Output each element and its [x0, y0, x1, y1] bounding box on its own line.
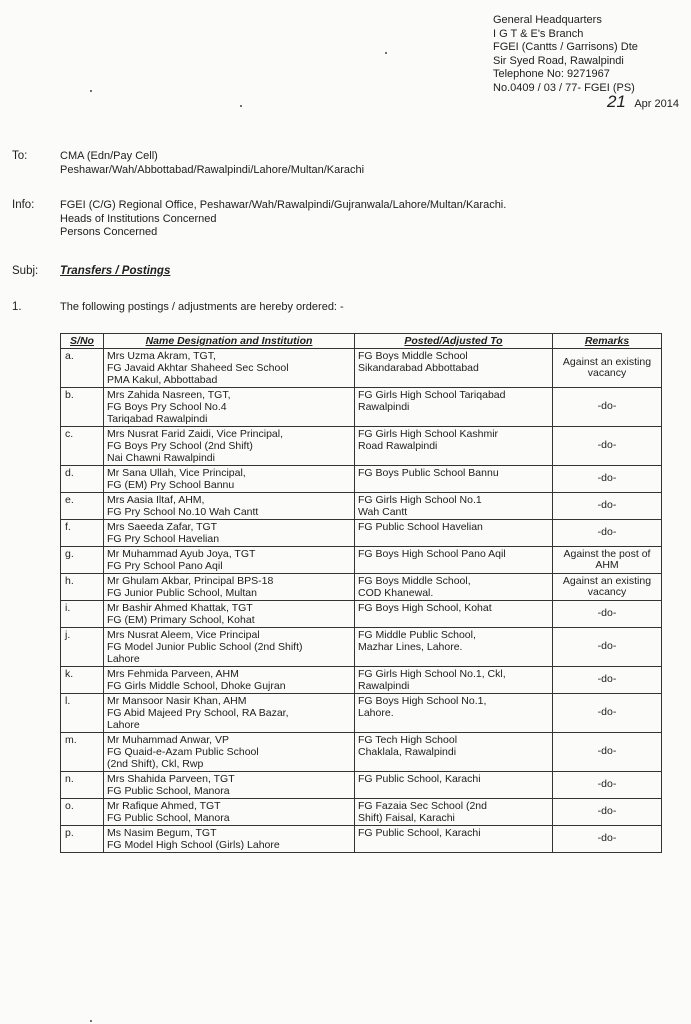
name-line: Mrs Nusrat Farid Zaidi, Vice Principal, — [107, 428, 284, 440]
row-name-designation-institution — [104, 574, 355, 601]
table-row — [61, 694, 662, 733]
posted-line: Road Rawalpindi — [358, 440, 438, 452]
table-row — [61, 667, 662, 694]
row-remarks: Against an existing vacancy — [553, 349, 662, 388]
row-serial-number: i. — [61, 601, 104, 628]
table-row — [61, 772, 662, 799]
info-line: Heads of Institutions Concerned — [60, 212, 217, 225]
column-header-posted: Posted/Adjusted To — [355, 334, 553, 349]
posted-line: FG Public School, Karachi — [358, 773, 481, 785]
posted-line: FG Boys High School, Kohat — [358, 602, 492, 614]
name-line: Mrs Aasia Iltaf, AHM, — [107, 494, 205, 506]
posted-line: Lahore. — [358, 707, 394, 719]
row-remarks: -do- — [553, 628, 662, 667]
column-header-remarks: Remarks — [553, 334, 662, 349]
row-serial-number: c. — [61, 427, 104, 466]
table-row — [61, 826, 662, 853]
posted-line: FG Boys High School No.1, — [358, 695, 487, 707]
name-line: Mrs Shahida Parveen, TGT — [107, 773, 235, 785]
name-line: Mr Ghulam Akbar, Principal BPS-18 — [107, 575, 274, 587]
name-line: (2nd Shift), Ckl, Rwp — [107, 758, 204, 770]
name-line: FG Model High School (Girls) Lahore — [107, 839, 280, 851]
row-name-designation-institution — [104, 466, 355, 493]
row-remarks: -do- — [553, 772, 662, 799]
name-line: FG (EM) Primary School, Kohat — [107, 614, 255, 626]
date-month-year: Apr 2014 — [634, 98, 679, 110]
row-remarks: -do- — [553, 388, 662, 427]
row-posted-to — [355, 799, 553, 826]
row-name-designation-institution — [104, 388, 355, 427]
row-serial-number: p. — [61, 826, 104, 853]
row-name-designation-institution — [104, 520, 355, 547]
posted-line: FG Boys Middle School — [358, 350, 468, 362]
row-name-designation-institution — [104, 493, 355, 520]
name-line: Mrs Uzma Akram, TGT, — [107, 350, 216, 362]
posted-line: FG Middle Public School, — [358, 629, 476, 641]
subject-label: Subj: — [12, 265, 39, 277]
posted-line: Mazhar Lines, Lahore. — [358, 641, 463, 653]
row-remarks: -do- — [553, 466, 662, 493]
name-line: Mr Rafique Ahmed, TGT — [107, 800, 221, 812]
table-row — [61, 427, 662, 466]
posted-line: FG Girls High School No.1 — [358, 494, 482, 506]
row-remarks: -do- — [553, 733, 662, 772]
posted-line: FG Boys High School Pano Aqil — [358, 548, 506, 560]
row-remarks: Against an existing vacancy — [553, 574, 662, 601]
name-line: Mr Muhammad Anwar, VP — [107, 734, 229, 746]
row-posted-to — [355, 547, 553, 574]
name-line: FG Boys Pry School (2nd Shift) — [107, 440, 253, 452]
paragraph-number: 1. — [12, 301, 22, 313]
row-name-designation-institution — [104, 799, 355, 826]
row-name-designation-institution — [104, 427, 355, 466]
row-posted-to — [355, 733, 553, 772]
letter-date — [493, 92, 683, 112]
name-line: Mrs Fehmida Parveen, AHM — [107, 668, 239, 680]
row-posted-to — [355, 520, 553, 547]
posted-line: FG Girls High School No.1, Ckl, — [358, 668, 506, 680]
posted-line: Rawalpindi — [358, 401, 410, 413]
posted-line: FG Tech High School — [358, 734, 458, 746]
row-name-designation-institution — [104, 667, 355, 694]
row-serial-number: o. — [61, 799, 104, 826]
row-name-designation-institution — [104, 694, 355, 733]
postings-table — [60, 333, 662, 853]
name-line: Tariqabad Rawalpindi — [107, 413, 208, 425]
name-line: PMA Kakul, Abbottabad — [107, 374, 218, 386]
reference-number: No.0409 / 03 / 77- FGEI (PS) — [493, 81, 635, 94]
table-row — [61, 628, 662, 667]
table-row — [61, 733, 662, 772]
info-line: FGEI (C/G) Regional Office, Peshawar/Wah/Rawalpindi/Gujranwala/Lahore/Multan/Karachi. — [60, 199, 507, 211]
row-posted-to — [355, 388, 553, 427]
row-remarks: Against the post of AHM — [553, 547, 662, 574]
row-remarks: -do- — [553, 493, 662, 520]
table-row — [61, 520, 662, 547]
name-line: Mr Muhammad Ayub Joya, TGT — [107, 548, 256, 560]
posted-line: FG Fazaia Sec School (2nd — [358, 800, 487, 812]
name-line: Lahore — [107, 653, 140, 665]
letterhead-line: Telephone No: 9271967 — [493, 68, 610, 80]
row-serial-number: b. — [61, 388, 104, 427]
row-serial-number: e. — [61, 493, 104, 520]
row-posted-to — [355, 574, 553, 601]
row-name-designation-institution — [104, 826, 355, 853]
posted-line: Shift) Faisal, Karachi — [358, 812, 455, 824]
name-line: Mr Sana Ullah, Vice Principal, — [107, 467, 246, 479]
table-row — [61, 601, 662, 628]
scan-speck — [240, 105, 242, 107]
posted-line: FG Public School, Karachi — [358, 827, 481, 839]
name-line: Nai Chawni Rawalpindi — [107, 452, 215, 464]
name-line: FG Pry School Havelian — [107, 533, 220, 545]
row-name-designation-institution — [104, 628, 355, 667]
name-line: FG Girls Middle School, Dhoke Gujran — [107, 680, 286, 692]
table-row — [61, 349, 662, 388]
to-line: Peshawar/Wah/Abbottabad/Rawalpindi/Lahore/Multan/Karachi — [60, 163, 365, 176]
name-line: FG Junior Public School, Multan — [107, 587, 257, 599]
row-posted-to — [355, 601, 553, 628]
row-posted-to — [355, 694, 553, 733]
info-addressees — [60, 199, 506, 240]
table-row — [61, 574, 662, 601]
table-row — [61, 547, 662, 574]
subject-text: Transfers / Postings — [60, 265, 171, 277]
table-row — [61, 799, 662, 826]
row-remarks: -do- — [553, 799, 662, 826]
row-posted-to — [355, 427, 553, 466]
letterhead-line: I G T & E's Branch — [493, 27, 584, 40]
letterhead-line: Sir Syed Road, Rawalpindi — [493, 54, 624, 67]
letterhead — [493, 14, 683, 112]
letterhead-line: FGEI (Cantts / Garrisons) Dte — [493, 41, 638, 53]
posted-line: FG Girls High School Tariqabad — [358, 389, 506, 401]
name-line: FG Public School, Manora — [107, 812, 230, 824]
to-addressees — [60, 150, 364, 177]
row-serial-number: d. — [61, 466, 104, 493]
name-line: Mr Bashir Ahmed Khattak, TGT — [107, 602, 253, 614]
name-line: FG Pry School Pano Aqil — [107, 560, 223, 572]
row-name-designation-institution — [104, 733, 355, 772]
row-posted-to — [355, 826, 553, 853]
row-name-designation-institution — [104, 601, 355, 628]
column-header-name: Name Designation and Institution — [104, 334, 355, 349]
row-posted-to — [355, 772, 553, 799]
row-serial-number: m. — [61, 733, 104, 772]
row-posted-to — [355, 349, 553, 388]
to-line: CMA (Edn/Pay Cell) — [60, 150, 158, 162]
date-day-handwritten: 21 — [606, 92, 626, 111]
name-line: FG Abid Majeed Pry School, RA Bazar, — [107, 707, 289, 719]
row-remarks: -do- — [553, 694, 662, 733]
scan-speck — [90, 90, 92, 92]
table-body — [61, 349, 662, 853]
name-line: Mrs Saeeda Zafar, TGT — [107, 521, 218, 533]
name-line: FG Boys Pry School No.4 — [107, 401, 227, 413]
posted-line: Sikandarabad Abbottabad — [358, 362, 479, 374]
posted-line: Wah Cantt — [358, 506, 408, 518]
name-line: Mr Mansoor Nasir Khan, AHM — [107, 695, 247, 707]
table-row — [61, 388, 662, 427]
row-serial-number: g. — [61, 547, 104, 574]
scan-speck — [385, 52, 387, 54]
name-line: FG Public School, Manora — [107, 785, 230, 797]
row-name-designation-institution — [104, 772, 355, 799]
row-serial-number: n. — [61, 772, 104, 799]
posted-line: FG Boys Public School Bannu — [358, 467, 499, 479]
name-line: FG Model Junior Public School (2nd Shift) — [107, 641, 303, 653]
table-header-row — [61, 334, 662, 349]
to-label: To: — [12, 150, 28, 162]
name-line: FG (EM) Pry School Bannu — [107, 479, 235, 491]
posted-line: Chaklala, Rawalpindi — [358, 746, 457, 758]
row-serial-number: f. — [61, 520, 104, 547]
row-remarks: -do- — [553, 427, 662, 466]
row-posted-to — [355, 466, 553, 493]
row-remarks: -do- — [553, 601, 662, 628]
name-line: Ms Nasim Begum, TGT — [107, 827, 217, 839]
name-line: Mrs Zahida Nasreen, TGT, — [107, 389, 231, 401]
table-row — [61, 466, 662, 493]
row-serial-number: k. — [61, 667, 104, 694]
row-serial-number: j. — [61, 628, 104, 667]
row-name-designation-institution — [104, 349, 355, 388]
row-name-designation-institution — [104, 547, 355, 574]
name-line: Lahore — [107, 719, 140, 731]
name-line: FG Pry School No.10 Wah Cantt — [107, 506, 259, 518]
row-posted-to — [355, 493, 553, 520]
row-serial-number: l. — [61, 694, 104, 733]
row-remarks: -do- — [553, 667, 662, 694]
table-row — [61, 493, 662, 520]
posted-line: COD Khanewal. — [358, 587, 434, 599]
row-serial-number: h. — [61, 574, 104, 601]
row-serial-number: a. — [61, 349, 104, 388]
row-posted-to — [355, 628, 553, 667]
posted-line: Rawalpindi — [358, 680, 410, 692]
posted-line: FG Girls High School Kashmir — [358, 428, 499, 440]
scan-speck — [90, 1020, 92, 1022]
name-line: FG Javaid Akhtar Shaheed Sec School — [107, 362, 289, 374]
posted-line: FG Boys Middle School, — [358, 575, 471, 587]
name-line: FG Quaid-e-Azam Public School — [107, 746, 259, 758]
posted-line: FG Public School Havelian — [358, 521, 483, 533]
row-posted-to — [355, 667, 553, 694]
info-line: Persons Concerned — [60, 226, 158, 238]
letterhead-line: General Headquarters — [493, 14, 602, 26]
row-remarks: -do- — [553, 826, 662, 853]
name-line: Mrs Nusrat Aleem, Vice Principal — [107, 629, 260, 641]
info-label: Info: — [12, 199, 35, 211]
paragraph-text: The following postings / adjustments are hereby ordered: - — [60, 301, 344, 313]
row-remarks: -do- — [553, 520, 662, 547]
column-header-sno: S/No — [61, 334, 104, 349]
